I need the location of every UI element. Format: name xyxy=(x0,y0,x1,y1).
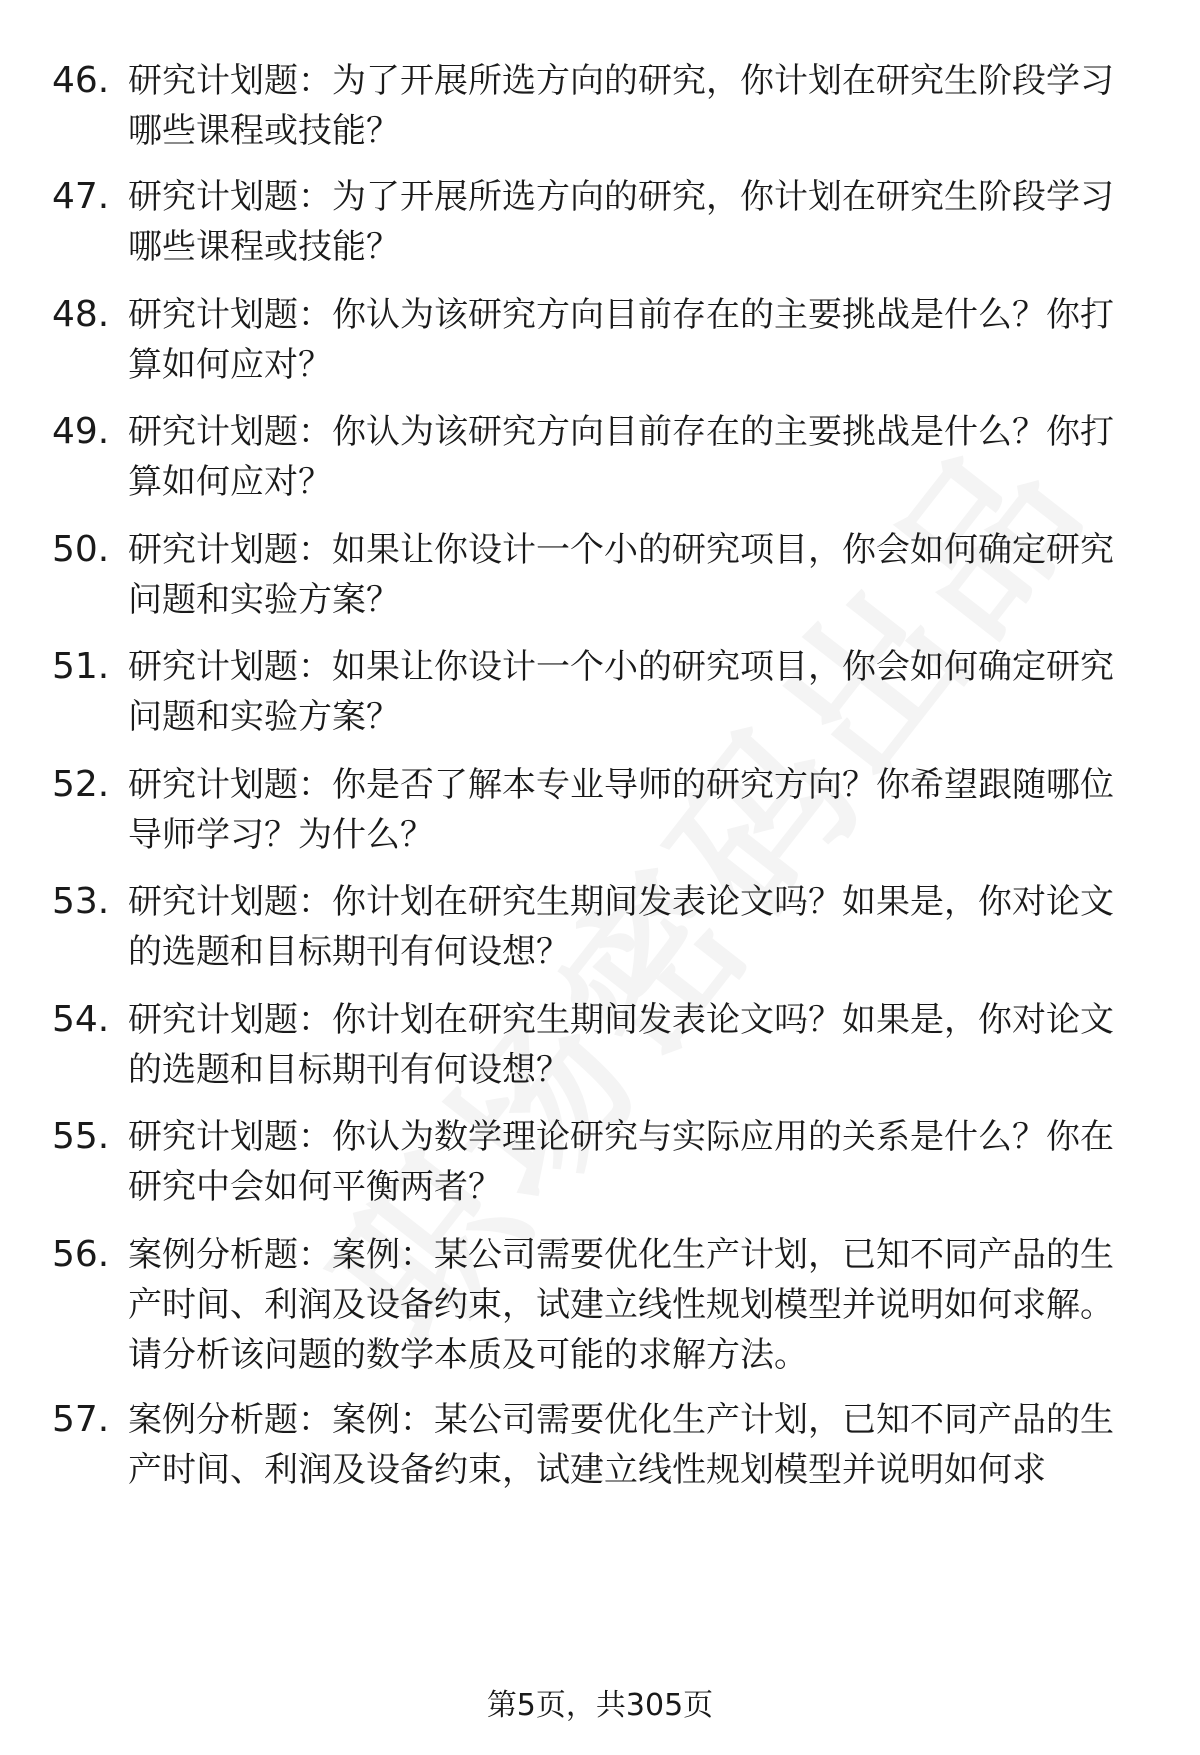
question-number: 52. xyxy=(52,764,110,805)
question-text: 研究计划题：你认为数学理论研究与实际应用的关系是什么？你在研究中会如何平衡两者？ xyxy=(128,1117,1114,1207)
question-text: 案例分析题：案例：某公司需要优化生产计划，已知不同产品的生产时间、利润及设备约束，试建立线性规划模型并说明如何求 xyxy=(128,1400,1114,1490)
question-text: 案例分析题：案例：某公司需要优化生产计划，已知不同产品的生产时间、利润及设备约束，试建立线性规划模型并说明如何求解。请分析该问题的数学本质及可能的求解方法。 xyxy=(128,1235,1114,1375)
question-text: 研究计划题：如果让你设计一个小的研究项目，你会如何确定研究问题和实验方案？ xyxy=(128,530,1114,620)
question-number: 55. xyxy=(52,1116,110,1157)
question-text: 研究计划题：你是否了解本专业导师的研究方向？你希望跟随哪位导师学习？为什么？ xyxy=(128,765,1114,855)
question-number: 57. xyxy=(52,1399,110,1440)
question-text: 研究计划题：你计划在研究生期间发表论文吗？如果是，你对论文的选题和目标期刊有何设想？ xyxy=(128,882,1114,972)
question-text: 研究计划题：如果让你设计一个小的研究项目，你会如何确定研究问题和实验方案？ xyxy=(128,647,1114,737)
page-footer: 第5页，共305页 xyxy=(486,1688,714,1723)
question-text: 研究计划题：你计划在研究生期间发表论文吗？如果是，你对论文的选题和目标期刊有何设想？ xyxy=(128,1000,1114,1090)
question-number: 49. xyxy=(52,411,110,452)
question-text: 研究计划题：你认为该研究方向目前存在的主要挑战是什么？你打算如何应对？ xyxy=(128,295,1114,385)
question-number: 50. xyxy=(52,529,110,570)
question-number: 48. xyxy=(52,294,110,335)
question-number: 56. xyxy=(52,1234,110,1275)
question-number: 47. xyxy=(52,176,110,217)
question-text: 研究计划题：为了开展所选方向的研究，你计划在研究生阶段学习哪些课程或技能？ xyxy=(128,61,1114,151)
question-number: 46. xyxy=(52,60,110,101)
question-number: 51. xyxy=(52,646,110,687)
question-number: 53. xyxy=(52,881,110,922)
question-text: 研究计划题：为了开展所选方向的研究，你计划在研究生阶段学习哪些课程或技能？ xyxy=(128,177,1114,267)
question-number: 54. xyxy=(52,999,110,1040)
question-text: 研究计划题：你认为该研究方向目前存在的主要挑战是什么？你打算如何应对？ xyxy=(128,412,1114,502)
